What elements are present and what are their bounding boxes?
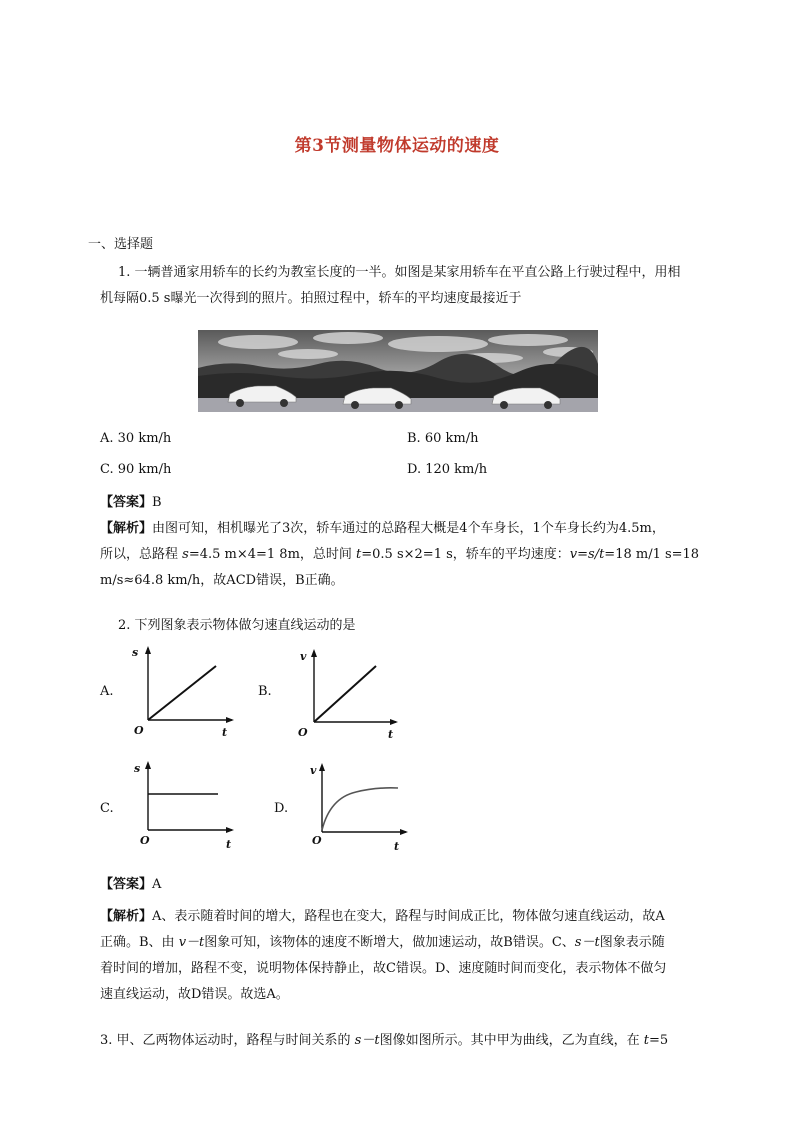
graph-b-option: B. bbox=[258, 684, 272, 699]
question-1-stem bbox=[100, 260, 720, 312]
graph-a-x-label: t bbox=[222, 726, 228, 739]
graph-a-option: A. bbox=[100, 684, 114, 699]
graph-a bbox=[128, 644, 240, 740]
answer-label-2: 【答案】 bbox=[100, 877, 153, 892]
question-1-line-1: 1. 一辆普通家用轿车的长约为教室长度的一半。如图是某家用轿车在平直公路上行驶过程中，用相 bbox=[118, 265, 681, 280]
graph-a-origin: O bbox=[134, 724, 144, 737]
option-b: B. 60 km/h bbox=[407, 431, 479, 446]
question-1-line-2: 机每隔0.5 s曝光一次得到的照片。拍照过程中，轿车的平均速度最接近于 bbox=[100, 291, 522, 306]
graph-c bbox=[132, 758, 244, 854]
graph-b-x-label: t bbox=[388, 728, 394, 741]
answer-label: 【答案】 bbox=[100, 495, 153, 510]
question-1-analysis bbox=[100, 516, 720, 594]
option-d: D. 120 km/h bbox=[407, 462, 488, 477]
option-c: C. 90 km/h bbox=[100, 462, 172, 477]
graph-c-origin: O bbox=[140, 834, 150, 847]
answer-value-2: A bbox=[152, 877, 162, 892]
analysis-label-2: 【解析】 bbox=[100, 909, 153, 924]
analysis-line-2: 所以，总路程 s=4.5 m×4=1 8m，总时间 t=0.5 s×2=1 s，轿车的平均速度：v=s/t=18 m/1 s=18 bbox=[100, 547, 700, 562]
graph-b-y-label: v bbox=[300, 650, 307, 663]
answer-value: B bbox=[152, 495, 162, 510]
analysis2-line-3: 着时间的增加，路程不变，说明物体保持静止，故C错误。D、速度随时间而变化，表示物体不做匀 bbox=[100, 961, 667, 976]
analysis-line-3: m/s≈64.8 km/h，故ACD错误，B正确。 bbox=[100, 573, 344, 588]
analysis2-line-2: 正确。B、由 v－t图象可知，该物体的速度不断增大，做加速运动，故B错误。C、s－t图象表示随 bbox=[100, 935, 665, 950]
graph-b-origin: O bbox=[298, 726, 308, 739]
question-2-answer bbox=[100, 872, 720, 898]
graph-d bbox=[306, 758, 418, 854]
graph-a-y-label: s bbox=[132, 646, 139, 659]
graph-d-x-label: t bbox=[394, 840, 400, 853]
analysis2-line-4: 速直线运动，故D错误。故选A。 bbox=[100, 987, 289, 1002]
analysis-label: 【解析】 bbox=[100, 521, 153, 536]
graph-c-x-label: t bbox=[226, 838, 232, 851]
analysis2-line-1: A、表示随着时间的增大，路程也在变大，路程与时间成正比，物体做匀速直线运动，故A bbox=[152, 909, 665, 924]
option-a: A. 30 km/h bbox=[100, 431, 172, 446]
analysis-line-1: 由图可知，相机曝光了3次，轿车通过的总路程大概是4个车身长，1个车身长约为4.5m， bbox=[152, 521, 665, 536]
graph-d-option: D. bbox=[274, 801, 289, 816]
graph-c-y-label: s bbox=[134, 762, 141, 775]
question-3-stem: 3. 甲、乙两物体运动时，路程与时间关系的 s－t图像如图所示。其中甲为曲线，乙为直线，在 t=5 bbox=[100, 1033, 669, 1048]
question-2-stem: 2. 下列图象表示物体做匀速直线运动的是 bbox=[118, 618, 356, 633]
graph-d-y-label: v bbox=[310, 764, 317, 777]
car-photo bbox=[198, 330, 598, 412]
graph-d-origin: O bbox=[312, 834, 322, 847]
question-2-analysis bbox=[100, 904, 720, 1008]
question-1-answer bbox=[100, 490, 720, 516]
graph-c-option: C. bbox=[100, 801, 114, 816]
graph-b bbox=[296, 646, 408, 742]
page-title: 第3节测量物体运动的速度 bbox=[294, 136, 500, 156]
car-photo-image bbox=[198, 330, 598, 412]
section-heading: 一、选择题 bbox=[88, 237, 154, 252]
